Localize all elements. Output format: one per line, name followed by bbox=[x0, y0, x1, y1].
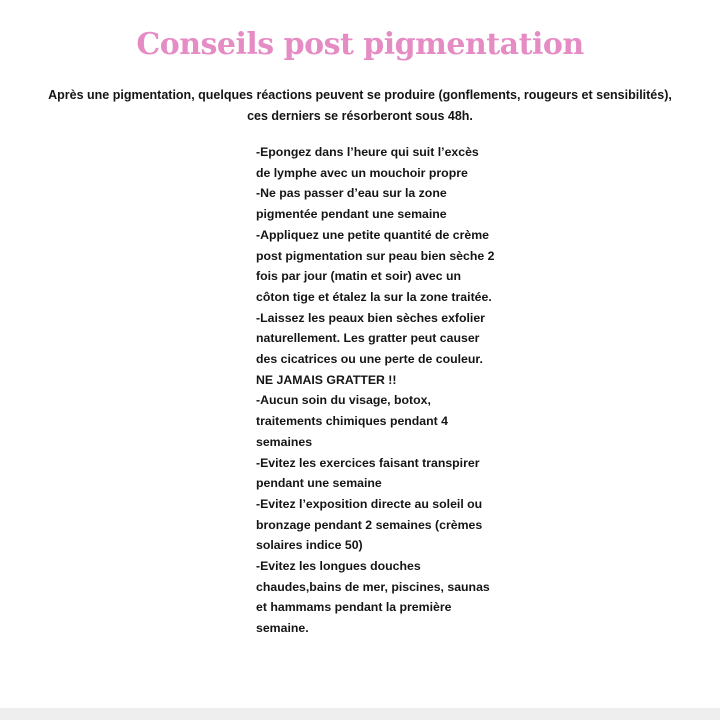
tip-item: -Appliquez une petite quantité de crème post pigmentation sur peau bien sèche 2 fois par jour (matin et soir) avec un côton tige et étalez la sur la zone traitée. bbox=[256, 227, 495, 304]
tip-item: -Laissez les peaux bien sèches exfolier naturellement. Les gratter peut causer des cicatrices ou une perte de couleur. NE JAMAIS GRATTER !! bbox=[256, 310, 485, 387]
footer-bar bbox=[0, 708, 720, 720]
tips-list bbox=[256, 142, 496, 639]
tip-item: -Evitez les longues douches chaudes,bains de mer, piscines, saunas et hammams pendant la première semaine. bbox=[256, 559, 490, 636]
tip-item: -Evitez l’exposition directe au soleil ou bronzage pendant 2 semaines (crèmes solaires indice 50) bbox=[256, 496, 483, 553]
tip-item: -Ne pas passer d’eau sur la zone pigmentée pendant une semaine bbox=[256, 186, 447, 222]
intro-paragraph: Après une pigmentation, quelques réactions peuvent se produire (gonflements, rougeurs et sensibilités), ces derniers se résorberont sous 48h. bbox=[48, 87, 672, 123]
tip-item: -Aucun soin du visage, botox, traitements chimiques pendant 4 semaines bbox=[256, 393, 449, 449]
page-title: Conseils post pigmentation bbox=[136, 27, 584, 63]
tip-item: -Evitez les exercices faisant transpirer pendant une semaine bbox=[256, 455, 480, 491]
tip-item: -Epongez dans l’heure qui suit l’excès de lymphe avec un mouchoir propre bbox=[256, 145, 479, 180]
